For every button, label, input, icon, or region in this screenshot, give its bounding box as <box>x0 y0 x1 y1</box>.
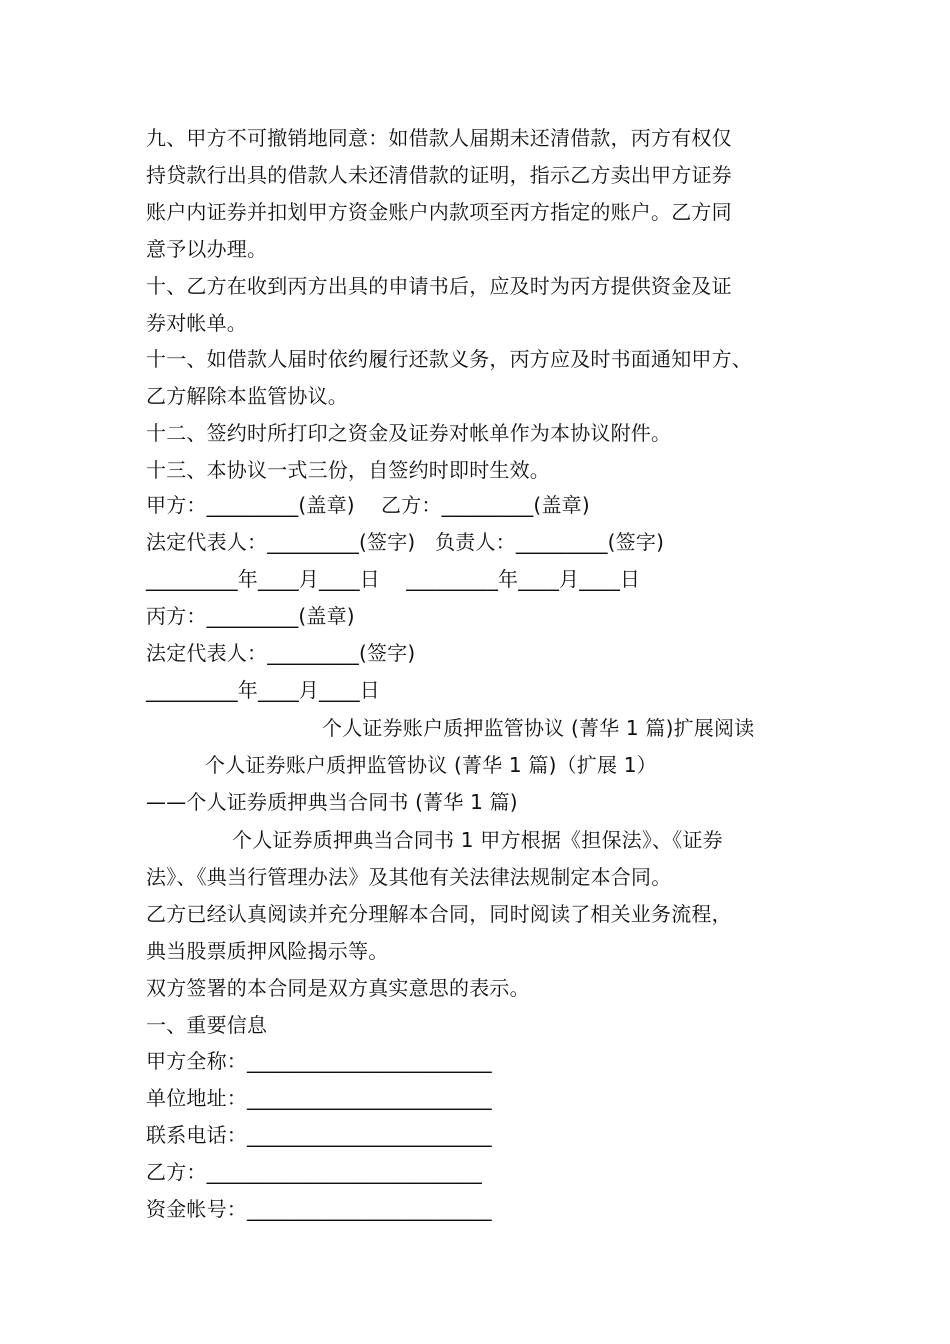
representative-signature-line: 法定代表人：_________(签字) 负责人：_________(签字) <box>146 530 665 554</box>
contract-paragraph-line-1: 乙方已经认真阅读并充分理解本合同，同时阅读了相关业务流程， <box>146 902 732 926</box>
clause-9-line-4: 意予以办理。 <box>146 237 268 261</box>
clause-9-line-2: 持贷款行出具的借款人未还清借款的证明，指示乙方卖出甲方证券 <box>146 163 732 187</box>
clause-9-line-3: 账户内证券并扣划甲方资金账户内款项至丙方指定的账户。乙方同 <box>146 200 732 224</box>
extended-reading-subtitle: 个人证券账户质押监管协议 (菁华 1 篇)（扩展 1） <box>205 753 657 777</box>
party-a-b-seal-line: 甲方：_________(盖章) 乙方：_________(盖章) <box>146 493 590 517</box>
clause-9-line-1: 九、甲方不可撤销地同意：如借款人届期未还清借款，丙方有权仅 <box>146 126 732 150</box>
field-party-b: 乙方：___________________________ <box>146 1160 482 1184</box>
clause-13: 十三、本协议一式三份，自签约时即时生效。 <box>146 458 550 482</box>
clause-12: 十二、签约时所打印之资金及证券对帐单作为本协议附件。 <box>146 421 672 445</box>
clause-10-line-1: 十、乙方在收到丙方出具的申请书后，应及时为丙方提供资金及证 <box>146 274 732 298</box>
contract-paragraph-line-3: 双方签署的本合同是双方真实意思的表示。 <box>146 976 530 1000</box>
extended-reading-title: 个人证券账户质押监管协议 (菁华 1 篇)扩展阅读 <box>322 716 755 740</box>
contract-paragraph-line-2: 典当股票质押风险揭示等。 <box>146 939 389 963</box>
field-company-address: 单位地址：________________________ <box>146 1086 492 1110</box>
section-important-info: 一、重要信息 <box>146 1013 268 1037</box>
field-phone: 联系电话：________________________ <box>146 1123 492 1147</box>
clause-10-line-2: 券对帐单。 <box>146 311 247 335</box>
contract-intro-line-1: 个人证券质押典当合同书 1 甲方根据《担保法》、《证券 <box>232 828 723 852</box>
contract-intro-line-2: 法》、《典当行管理办法》及其他有关法律法规制定本合同。 <box>146 865 672 889</box>
party-c-seal-line: 丙方：_________(盖章) <box>146 604 355 628</box>
party-c-representative-line: 法定代表人：_________(签字) <box>146 641 416 665</box>
clause-11-line-2: 乙方解除本监管协议。 <box>146 384 348 408</box>
date-line-c: _________年____月____日 <box>146 678 380 702</box>
field-fund-account: 资金帐号：________________________ <box>146 1197 492 1221</box>
contract-title-line: ——个人证券质押典当合同书 (菁华 1 篇) <box>146 790 518 814</box>
clause-11-line-1: 十一、如借款人届时依约履行还款义务，丙方应及时书面通知甲方、 <box>146 347 752 371</box>
field-party-a-name: 甲方全称：________________________ <box>146 1049 492 1073</box>
date-line-ab: _________年____月____日 _________年____月____日 <box>146 567 641 591</box>
